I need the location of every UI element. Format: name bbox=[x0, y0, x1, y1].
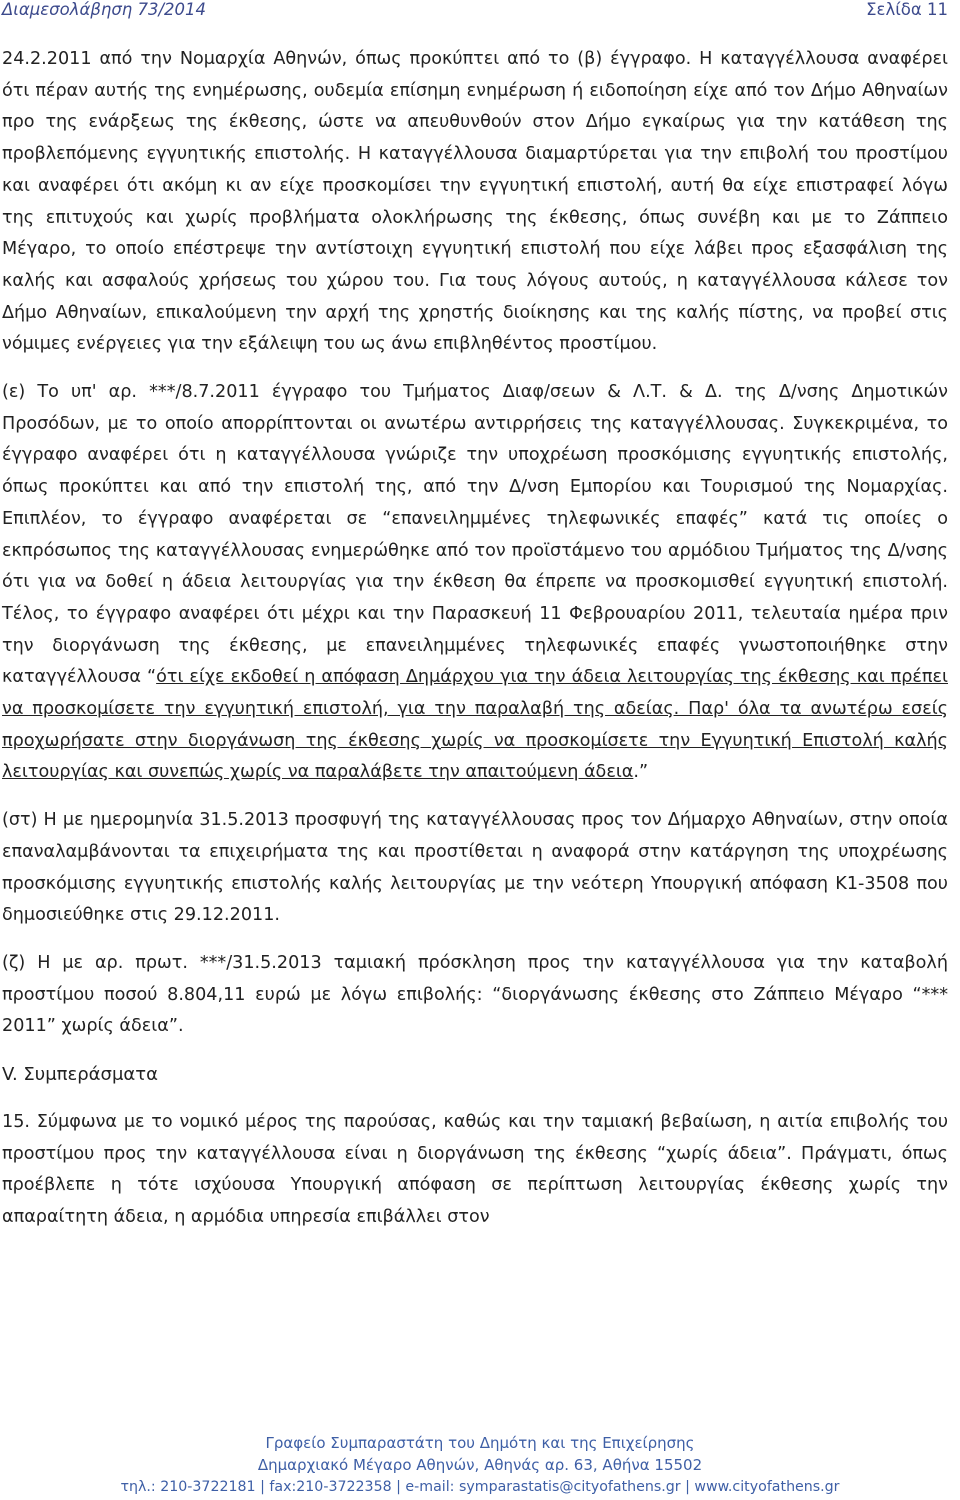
paragraph-item-e-text: (ε) Το υπ' αρ. ***/8.7.2011 έγγραφο του Τμήματος Διαφ/σεων & Λ.Τ. & Δ. της Δ/νσης Δημοτικών Προσόδων, με το οποίο απορρίπτονται οι ανωτέρω αντιρρήσεις της καταγγέλλουσας. Συγκεκριμένα, το έγγραφο αναφέρει ότι η καταγγέλλουσα γνώριζε την υποχρέωση προσκόμισης εγγυητικής επιστολής, όπως προκύπτει και από την επιστολή της, από την Δ/νση Εμπορίου και Τουρισμού της Νομαρχίας. Επιπλέον, το έγγραφο αναφέρεται σε “επανειλημμένες τηλεφωνικές επαφές” κατά τις οποίες ο εκπρόσωπος της καταγγέλλουσας ενημερώθηκε από τον προϊστάμενο του αρμόδιου Τμήματος της Δ/νσης ότι για να δοθεί η άδεια λειτουργίας για την έκθεση θα έπρεπε να προσκομισθεί εγγυητική επιστολή. Τέλος, το έγγραφο αναφέρει ότι μέχρι και την Παρασκευή 11 Φεβρουαρίου 2011, τελευταία ημέρα πριν την διοργάνωση της έκθεσης, με επανειλημμένες τηλεφωνικές επαφές γνωστοποιήθηκε στην καταγγέλλουσα “ bbox=[2, 382, 948, 688]
document-body bbox=[2, 44, 948, 1234]
page-footer bbox=[0, 1432, 960, 1498]
section-heading: V. Συμπεράσματα bbox=[2, 1064, 158, 1086]
header-case-number: Διαμεσολάβηση 73/2014 bbox=[2, 0, 207, 19]
footer-contact: τηλ.: 210-3722181 | fax:210-3722358 | e-mail: symparastatis@cityofathens.gr | www.cityofathens.gr bbox=[120, 1479, 840, 1495]
paragraph-conclusion: 15. Σύμφωνα με το νομικό μέρος της παρούσας, καθώς και την ταμιακή βεβαίωση, η αιτία επιβολής του προστίμου προς την καταγγέλλουσα είναι η διοργάνωση της έκθεσης “χωρίς άδεια”. Πράγματι, όπως προέβλεπε η τότε ισχύουσα Υπουργική απόφαση σε περίπτωση λειτουργίας έκθεσης χωρίς την απαραίτητη άδεια, η αρμόδια υπηρεσία επιβάλλει στον bbox=[2, 1111, 948, 1227]
paragraph-item-st: (στ) Η με ημερομηνία 31.5.2013 προσφυγή της καταγγέλλουσας προς τον Δήμαρχο Αθηναίων, στην οποία επαναλαμβάνονται τα επιχειρήματα της και προστίθεται η αναφορά στην κατάργηση της υποχρέωσης προσκόμισης εγγυητικής επιστολής καλής λειτουργίας με την νεότερη Υπουργική απόφαση Κ1-3508 που δημοσιεύθηκε στις 29.12.2011. bbox=[2, 810, 948, 926]
underlined-quote: ότι είχε εκδοθεί η απόφαση Δημάρχου για την άδεια λειτουργίας της έκθεσης και πρέπει να προσκομίσετε την εγγυητική επιστολή, για την παραλαβή της αδείας. Παρ' όλα τα ανωτέρω εσείς προχωρήσατε στην διοργάνωση της έκθεσης χωρίς να προσκομίσετε την Εγγυητική Επιστολή καλής λειτουργίας και συνεπώς χωρίς να παραλάβετε την απαιτούμενη άδεια bbox=[2, 667, 948, 783]
paragraph-item-e bbox=[2, 377, 948, 789]
quote-close: .” bbox=[633, 762, 649, 783]
paragraph-item-z: (ζ) Η με αρ. πρωτ. ***/31.5.2013 ταμιακή πρόσκληση προς την καταγγέλλουσα για την καταβολή προστίμου ποσού 8.804,11 ευρώ με λόγω επιβολής: “διοργάνωσης έκθεσης στο Ζάππειο Μέγαρο “*** 2011” χωρίς άδεια”. bbox=[2, 952, 948, 1037]
header-page-number: Σελίδα 11 bbox=[866, 0, 948, 19]
paragraph-complaint: 24.2.2011 από την Νομαρχία Αθηνών, όπως προκύπτει από το (β) έγγραφο. Η καταγγέλλουσα αναφέρει ότι πέραν αυτής της ενημέρωσης, ουδεμία επίσημη ενημέρωση ή ειδοποίηση είχε από τον Δήμο Αθηναίων προ της ενάρξεως της έκθεσης, ώστε να απευθυνθούν στον Δήμο εγκαίρως για την κατάθεση της προβλεπόμενης εγγυητικής επιστολής. Η καταγγέλλουσα διαμαρτύρεται για την επιβολή του προστίμου και αναφέρει ότι ακόμη κι αν είχε προσκομίσει την εγγυητική επιστολή, αυτή θα είχε επιστραφεί λόγω της επιτυχούς και χωρίς προβλήματα ολοκλήρωσης της έκθεσης, όπως συνέβη και με το Ζάππειο Μέγαρο, το οποίο επέστρεψε την αντίστοιχη εγγυητική επιστολή που είχε λάβει προς εξασφάλιση της καλής και ασφαλούς χρήσεως του χώρου του. Για τους λόγους αυτούς, η καταγγέλλουσα κάλεσε τον Δήμο Αθηναίων, επικαλούμενη την αρχή της χρηστής διοίκησης και της καλής πίστης, να προβεί στις νόμιμες ενέργειες για την εξάλειψη του ως άνω επιβληθέντος προστίμου. bbox=[2, 49, 948, 355]
footer-office-name: Γραφείο Συμπαραστάτη του Δημότη και της Επιχείρησης bbox=[265, 1434, 695, 1452]
page-header bbox=[2, 0, 948, 26]
footer-address: Δημαρχιακό Μέγαρο Αθηνών, Αθηνάς αρ. 63, Αθήνα 15502 bbox=[257, 1456, 703, 1474]
